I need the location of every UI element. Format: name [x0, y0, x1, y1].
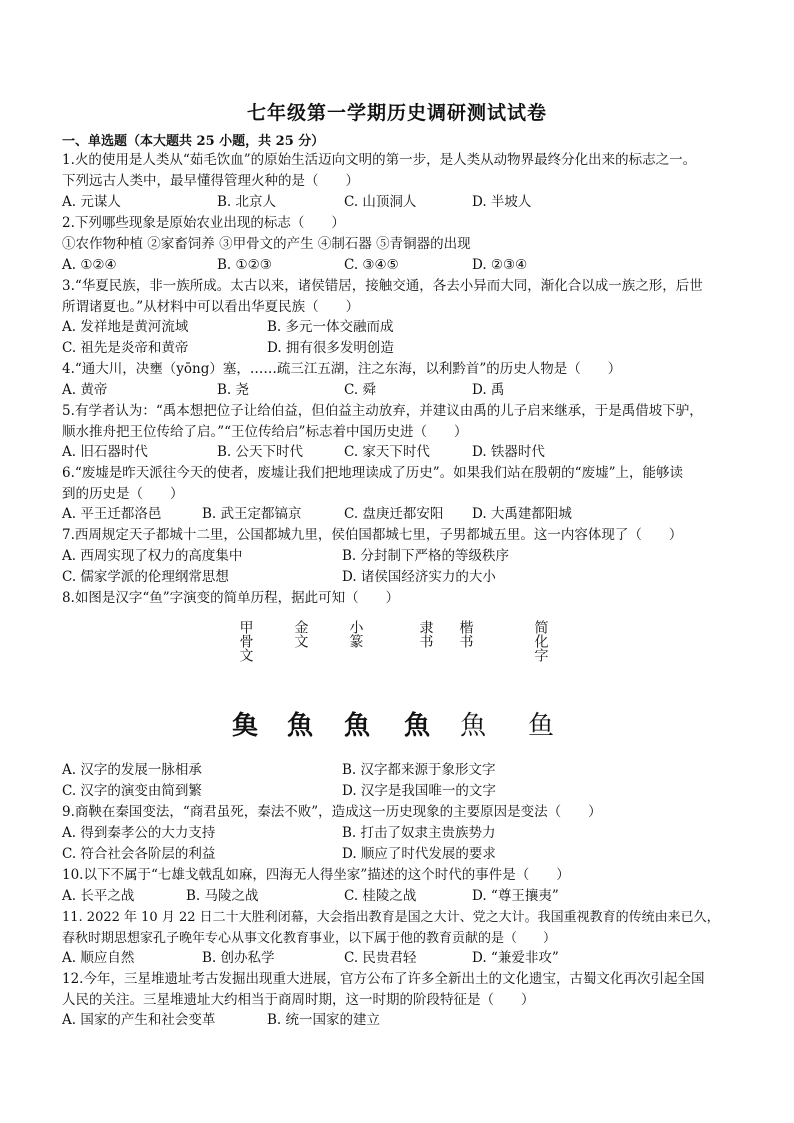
- question-9: [62, 802, 734, 823]
- oracle-fish-glyph: 𩵋: [231, 711, 258, 741]
- option-d[interactable]: D. 顺应了时代发展的要求: [342, 846, 496, 862]
- option-c[interactable]: C. 家天下时代: [344, 444, 430, 460]
- option-d[interactable]: D. 诸侯国经济实力的大小: [342, 569, 496, 585]
- question-line: 顺水推舟把王位传给了启。”“王位传给启”标志着中国历史进（ ）: [62, 424, 468, 440]
- question-line: 下列远古人类中，最早懂得管理火种的是（ ）: [62, 173, 359, 189]
- question-line: 12.今年，三星堆遗址考古发掘出现重大进展，官方公布了许多全新出土的文化遗宝，古蜀文化再次引起全国: [62, 971, 705, 987]
- option-c[interactable]: C. 舜: [344, 382, 376, 398]
- option-a[interactable]: A. 汉字的发展一脉相承: [62, 762, 202, 778]
- option-d[interactable]: D. “尊王攘夷”: [472, 888, 559, 904]
- option-d[interactable]: D. 禹: [472, 382, 505, 398]
- question-6: [62, 463, 734, 505]
- question-8: [62, 588, 734, 609]
- option-b[interactable]: B. 北京人: [217, 194, 277, 210]
- option-c[interactable]: C. 儒家学派的伦理纲常思想: [62, 569, 229, 585]
- stage-label-oracle: [230, 620, 260, 662]
- option-a[interactable]: A. 元谋人: [62, 194, 121, 210]
- option-a[interactable]: A. 平王迁都洛邑: [62, 506, 162, 522]
- question-4: [62, 359, 734, 380]
- question-line: 所谓诸夏也。”从材料中可以看出华夏民族（ ）: [62, 299, 360, 315]
- question-2: [62, 213, 734, 255]
- option-a[interactable]: A. 长平之战: [62, 888, 135, 904]
- option-c[interactable]: C. 祖先是炎帝和黄帝: [62, 340, 189, 356]
- clerical-fish-glyph: 魚: [403, 711, 430, 741]
- question-line: 7.西周规定天子都城十二里，公国都城九里，侯伯国都城七里，子男都城五里。这一内容体现了（ ）: [62, 527, 683, 543]
- options-7a: [62, 546, 742, 567]
- stage-label: 楷书: [457, 620, 474, 648]
- option-b[interactable]: B. 尧: [217, 382, 250, 398]
- options-8a: [62, 760, 742, 781]
- question-line: ①农作物种植 ②家畜饲养 ③甲骨文的产生 ④制石器 ⑤青铜器的出现: [62, 236, 471, 252]
- question-10: [62, 865, 734, 886]
- options-12: [62, 1010, 742, 1031]
- stage-label-bronze: [285, 620, 315, 648]
- option-a[interactable]: A. 发祥地是黄河流域: [62, 319, 189, 335]
- question-line: 2.下列哪些现象是原始农业出现的标志（ ）: [62, 215, 345, 231]
- option-a[interactable]: A. 黄帝: [62, 382, 108, 398]
- options-5: [62, 442, 742, 463]
- option-a[interactable]: A. 国家的产生和社会变革: [62, 1012, 216, 1028]
- option-d[interactable]: D. “兼爱非攻”: [472, 950, 559, 966]
- options-8b: [62, 781, 742, 802]
- question-line: 1.火的使用是人类从“茹毛饮血”的原始生活迈向文明的第一步，是人类从动物界最终分化出来的标志之一。: [62, 152, 697, 168]
- question-line: 3.“华夏民族，非一族所成。太古以来，诸侯错居，接触交通，各去小异而大同，渐化合以成一族之形，后世: [62, 278, 703, 294]
- stage-label-simplified: [525, 620, 555, 662]
- options-3b: [62, 338, 742, 359]
- options-4: [62, 380, 742, 401]
- options-7b: [62, 567, 742, 588]
- options-6: [62, 504, 742, 525]
- question-line: 4.“通大川，决壅（yōng）塞，……疏三江五湖，注之东海，以利黔首”的历史人物是（ ）: [62, 361, 622, 377]
- stage-label: 隶书: [417, 620, 434, 648]
- question-line: 春秋时期思想家孔子晚年专心从事文化教育事业，以下属于他的教育贡献的是（ ）: [62, 931, 557, 946]
- option-b[interactable]: B. 统一国家的建立: [267, 1012, 381, 1028]
- question-line: 8.如图是汉字“鱼”字演变的简单历程，据此可知（ ）: [62, 590, 400, 606]
- question-line: 9.商鞅在秦国变法，“商君虽死，秦法不败”，造成这一历史现象的主要原因是变法（ ）: [62, 804, 602, 820]
- option-d[interactable]: D. 汉字是我国唯一的文字: [342, 783, 496, 799]
- option-a[interactable]: A. 得到秦孝公的大力支持: [62, 825, 216, 841]
- option-c[interactable]: C. 汉字的演变由简到繁: [62, 783, 202, 799]
- options-1: [62, 192, 742, 213]
- option-d[interactable]: D. 大禹建都阳城: [472, 506, 572, 522]
- bronze-fish-glyph: 魚: [286, 711, 313, 741]
- regular-fish-glyph: 魚: [459, 711, 486, 741]
- question-line: 10.以下不属于“七雄戈戟乱如麻，四海无人得坐家”描述的这个时代的事件是（ ）: [62, 867, 570, 883]
- options-11: [62, 948, 742, 969]
- seal-fish-glyph: 魚: [343, 711, 370, 741]
- question-line: 5.有学者认为：“禹本想把位子让给伯益，但伯益主动放弃，并建议由禹的儿子启来继承，于是禹借坡下驴，: [62, 403, 703, 419]
- option-b[interactable]: B. 武王定都镐京: [202, 506, 302, 522]
- simplified-fish-glyph: 鱼: [527, 711, 554, 741]
- option-b[interactable]: B. ①②③: [217, 257, 272, 273]
- option-d[interactable]: D. 拥有很多发明创造: [267, 340, 394, 356]
- question-11: [62, 907, 734, 949]
- question-line: 6.“废墟是昨天派往今天的使者，废墟让我们把地理读成了历史”。如果我们站在殷朝的“废墟”上，能够读: [62, 465, 683, 481]
- option-c[interactable]: C. 桂陵之战: [344, 888, 417, 904]
- stage-label-seal: [340, 620, 370, 648]
- option-b[interactable]: B. 创办私学: [202, 950, 275, 966]
- question-1: [62, 150, 734, 192]
- stage-label: 金文: [292, 620, 309, 648]
- option-c[interactable]: C. 民贵君轻: [344, 950, 417, 966]
- option-c[interactable]: C. 盘庚迁都安阳: [344, 506, 444, 522]
- question-line: 11. 2022 年 10 月 22 日二十大胜利闭幕，大会指出教育是国之大计、党之大计。我国重视教育的传统由来已久，: [62, 910, 720, 925]
- stage-label-clerical: [410, 620, 440, 648]
- stage-label: 甲骨文: [237, 620, 254, 662]
- question-line: 到的历史是（ ）: [62, 486, 184, 502]
- option-a[interactable]: A. ①②④: [62, 257, 117, 273]
- option-d[interactable]: D. 铁器时代: [472, 444, 545, 460]
- option-b[interactable]: B. 分封制下严格的等级秩序: [342, 548, 510, 564]
- question-7: [62, 525, 734, 546]
- options-9a: [62, 823, 742, 844]
- option-b[interactable]: B. 马陵之战: [186, 888, 259, 904]
- option-c[interactable]: C. 山顶洞人: [344, 194, 417, 210]
- option-a[interactable]: A. 顺应自然: [62, 950, 135, 966]
- stage-label: 简化字: [532, 620, 549, 662]
- options-10: [62, 886, 742, 907]
- options-3a: [62, 317, 742, 338]
- section-heading: 一、单选题（本大题共 25 小题，共 25 分）: [62, 134, 325, 149]
- option-a[interactable]: A. 西周实现了权力的高度集中: [62, 548, 243, 564]
- options-9b: [62, 844, 742, 865]
- option-d[interactable]: D. ②③④: [472, 257, 528, 273]
- option-b[interactable]: B. 汉字都来源于象形文字: [342, 762, 496, 778]
- stage-label: 小篆: [347, 620, 364, 648]
- option-a[interactable]: A. 旧石器时代: [62, 444, 148, 460]
- exam-title: 七年级第一学期历史调研测试试卷: [246, 102, 547, 124]
- option-b[interactable]: B. 公天下时代: [217, 444, 304, 460]
- stage-label-regular: [450, 620, 480, 648]
- question-3: [62, 276, 734, 318]
- question-12: [62, 969, 734, 1011]
- fish-character-evolution-figure: [225, 620, 565, 750]
- options-2: [62, 255, 742, 276]
- option-b[interactable]: B. 多元一体交融而成: [267, 319, 394, 335]
- option-c[interactable]: C. 符合社会各阶层的利益: [62, 846, 216, 862]
- question-5: [62, 401, 734, 443]
- option-c[interactable]: C. ③④⑤: [344, 257, 399, 273]
- option-d[interactable]: D. 半坡人: [472, 194, 532, 210]
- question-line: 人民的关注。三星堆遗址大约相当于商周时期，这一时期的阶段特征是（ ）: [62, 992, 535, 1008]
- option-b[interactable]: B. 打击了奴隶主贵族势力: [342, 825, 496, 841]
